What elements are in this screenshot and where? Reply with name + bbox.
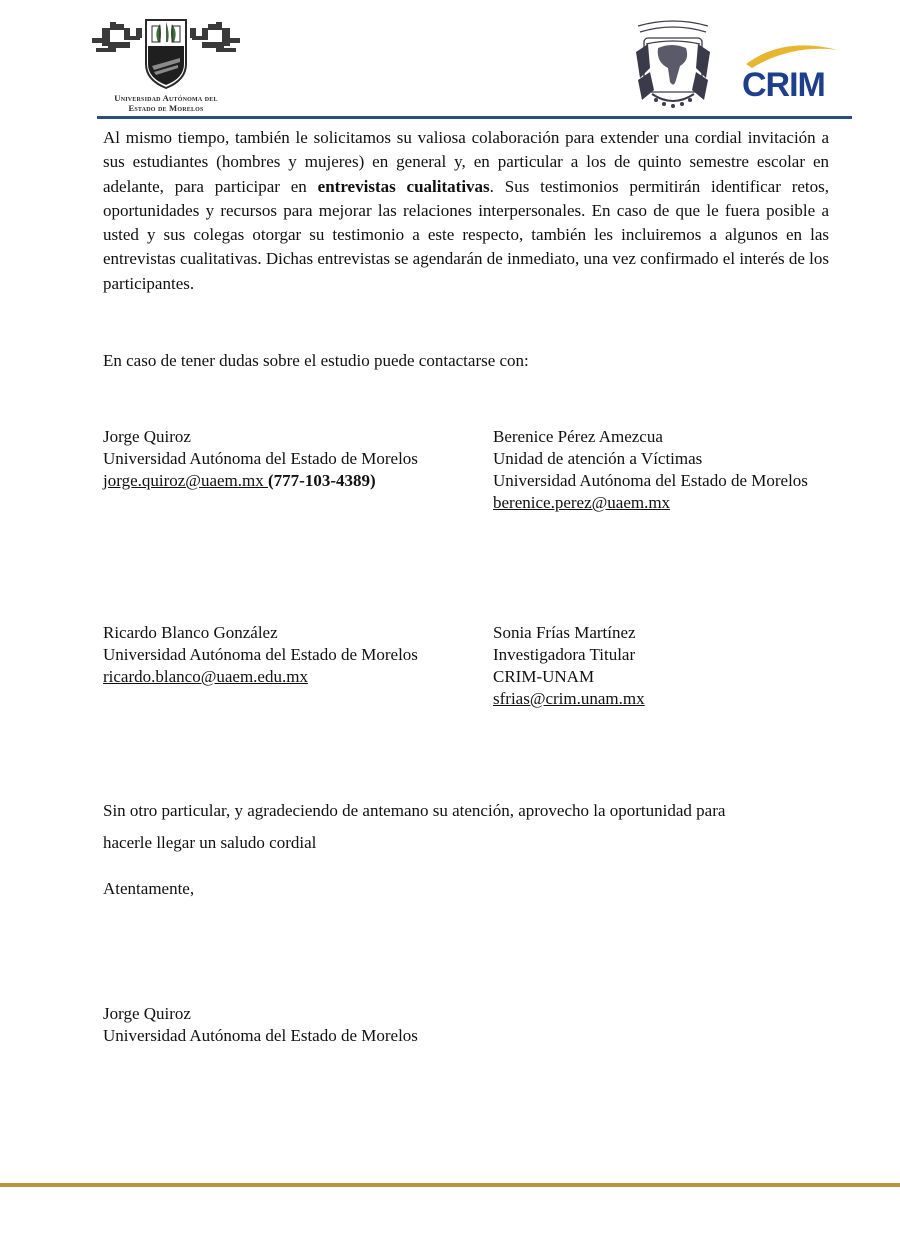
contact-email-link[interactable]: jorge.quiroz@uaem.mx: [103, 471, 268, 490]
contact-email-link[interactable]: berenice.perez@uaem.mx: [493, 493, 671, 512]
unam-crest-icon: [632, 18, 714, 110]
contact-institution: Universidad Autónoma del Estado de Morelos: [103, 449, 418, 468]
contact-name: Ricardo Blanco González: [103, 623, 278, 642]
contact-name: Jorge Quiroz: [103, 427, 191, 446]
crim-logo-text: CRIM: [742, 66, 825, 102]
signature-institution: Universidad Autónoma del Estado de Morelos: [103, 1026, 418, 1045]
sign-off: Atentamente,: [103, 879, 195, 898]
contact-email-link[interactable]: sfrias@crim.unam.mx: [493, 689, 645, 708]
contact-name: Sonia Frías Martínez: [493, 623, 636, 642]
contact-block-blanco: [103, 622, 418, 688]
intro-bold-text: entrevistas cualitativas: [317, 176, 490, 196]
contact-intro: En caso de tener dudas sobre el estudio puede contactarse con:: [103, 351, 529, 370]
uaem-crest-icon: [88, 14, 244, 94]
header-rule: [97, 116, 852, 119]
contact-block-frias: [493, 622, 645, 710]
contact-title: Investigadora Titular: [493, 645, 636, 664]
contact-institution: Universidad Autónoma del Estado de Morelos: [493, 471, 808, 490]
intro-paragraph: [103, 126, 829, 296]
intro-text-after: . Sus testimonios permitirán identificar retos, oportunidades y recursos para mejorar las relaciones interpersonales. En caso de que le fuera posible a usted y sus colegas otorgar su testimonio a este respecto, también les incluiremos a algunos en las entrevistas cualitativas. Dichas entrevistas se agendarán de inmediato, una vez confirmado el interés de los participantes.: [103, 176, 830, 293]
uaem-name-line1: Universidad Autónoma del: [114, 93, 218, 103]
intro-text-before: Al mismo tiempo, también le solicitamos su valiosa colaboración para extender una cordial invitación a sus estudiantes (hombres y mujeres) en general y, en particular a los de quinto semestre escolar en adelante, para participar en: [103, 128, 829, 196]
contact-email-link[interactable]: ricardo.blanco@uaem.edu.mx: [103, 667, 308, 686]
uaem-name-line2: Estado de Morelos: [128, 102, 204, 113]
closing-line-1: Sin otro particular, y agradeciendo de antemano su atención, aprovecho la oportunidad para: [103, 801, 726, 820]
uaem-logo: [88, 14, 244, 116]
unam-logo: [632, 18, 714, 110]
contact-name: Berenice Pérez Amezcua: [493, 427, 663, 446]
closing-line-2: hacerle llegar un saludo cordial: [103, 833, 317, 852]
crim-logo: [738, 38, 842, 102]
contact-department: Unidad de atención a Víctimas: [493, 449, 703, 468]
contact-block-perez: [493, 426, 808, 514]
signature-name: Jorge Quiroz: [103, 1004, 191, 1023]
uaem-name-text: [88, 94, 244, 113]
crim-swoosh-icon: [746, 45, 838, 68]
contact-phone: (777-103-4389): [268, 471, 376, 490]
footer-rule: [0, 1183, 900, 1187]
contact-institution: CRIM-UNAM: [493, 667, 595, 686]
contact-institution: Universidad Autónoma del Estado de Morelos: [103, 645, 418, 664]
contact-email-line: [103, 470, 418, 492]
contact-block-quiroz: [103, 426, 418, 492]
